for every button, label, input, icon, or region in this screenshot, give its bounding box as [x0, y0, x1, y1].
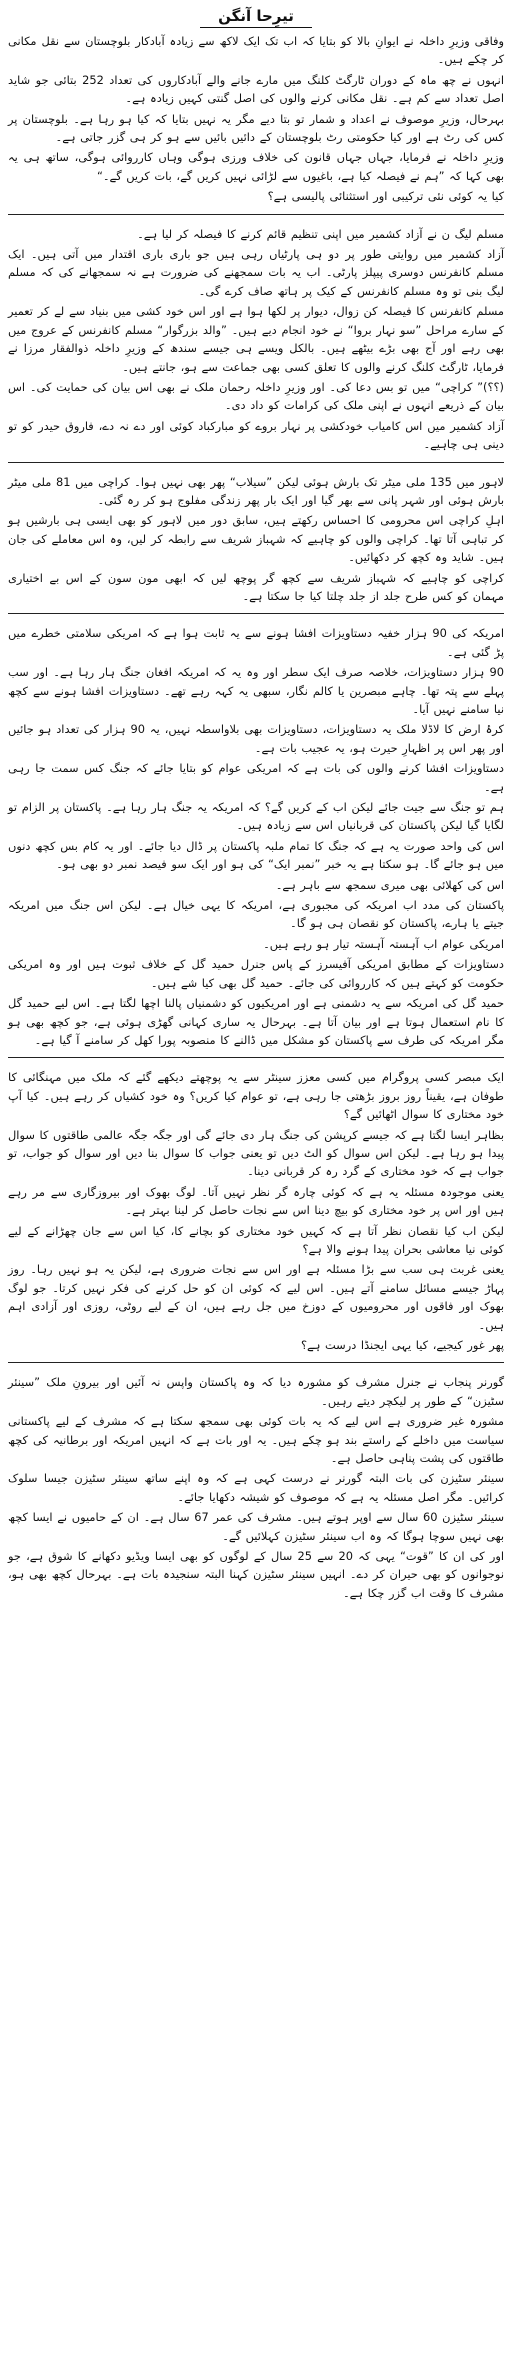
paragraph: اور کی ان کا ”قوت“ یہی کہ 20 سے 25 سال کے لوگوں کو بھی ایسا ویڈیو دکھانے کا شوق ہے، جو نوجوانوں کو بھی حیران کر دے۔ انہیں سینئر سٹیزن کہنا البتہ سنجیدہ بات ہے۔ بہرحال کچھ بھی ہو، مشرف کا وقت اب گزر چکا ہے۔	[8, 1549, 504, 1600]
column-section	[8, 32, 504, 206]
paragraph: اہلِ کراچی اس محرومی کا احساس رکھتے ہیں، سابق دور میں لاہور کو بھی ایسی ہی بارشیں ہو کر تباہی آتا تھا۔ کراچی والوں کو چاہیے کہ شہباز شریف سے رابطہ کر لیں، وہ اس معاملے کی جان ہیں۔ شاید وہ کچھ کر دکھائیں۔	[8, 513, 504, 565]
column-body	[8, 32, 504, 1602]
paragraph: مشورہ غیر ضروری ہے اس لیے کہ یہ بات کوئی بھی سمجھ سکتا ہے کہ مشرف کے لیے پاکستانی سیاست میں داخلے کے راستے بند ہو چکے ہیں۔ یہ اور بات ہے کہ انہیں امریکہ اور برطانیہ کی کچھ طاقتوں کی پشت پناہی حاصل ہے۔	[8, 1414, 504, 1466]
paragraph: 90 ہزار دستاویزات، خلاصہ صرف ایک سطر اور وہ یہ کہ امریکہ افغان جنگ ہار رہا ہے۔ اور سب پہلے سے پتہ تھا۔ چاہے مبصرین یا کالم نگار، سبھی یہ کہہ رہے تھے۔ دستاویزات افشا ہونے سے کچھ نیا سامنے نہیں آیا۔	[8, 665, 504, 716]
paragraph: مسلم لیگ ن نے آزاد کشمیر میں اپنی تنظیم قائم کرنے کا فیصلہ کر لیا ہے۔	[137, 226, 504, 241]
paragraph: پھر غور کیجیے، کیا یہی ایجنڈا درست ہے؟	[300, 1338, 504, 1352]
paragraph: (؟؟)” کراچی“ میں تو بس دعا کی۔ اور وزیرِ داخلہ رحمان ملک نے بھی اس بیان کی حمایت کی۔ اس بیان کے ذریعے انہوں نے اپنی ملک کی کرامات کو داد دی۔	[8, 379, 504, 413]
section-divider	[8, 1362, 504, 1363]
paragraph: انہوں نے چھ ماہ کے دوران ٹارگٹ کلنگ میں مارے جانے والے آبادکاروں کی تعداد 252 بتائی جو شاید اصل تعداد سے کم ہے۔ نقل مکانی کرنے والوں کی اصل گنتی کہیں زیادہ ہے۔	[8, 72, 505, 106]
paragraph: پاکستان کی مدد اب امریکہ کی مجبوری ہے، امریکہ کا یہی خیال ہے۔ لیکن اس جنگ میں امریکہ جیتے یا ہارے، پاکستان کو نقصان ہی ہو گا۔	[8, 898, 504, 931]
section-divider	[8, 462, 504, 463]
column-section	[8, 1068, 504, 1354]
paragraph: سینئر سٹیزن 60 سال سے اوپر ہوتے ہیں۔ مشرف کی عمر 67 سال ہے۔ ان کے حامیوں نے ایسا کچھ بھی نہیں سوچا ہوگا کہ وہ اب سینئر سٹیزن کہلائیں گے۔	[8, 1510, 505, 1543]
column-title: تیرِحا آنگن	[200, 7, 312, 28]
paragraph: یعنی موجودہ مسئلہ یہ ہے کہ کوئی چارہ گر نظر نہیں آتا۔ لوگ بھوک اور بیروزگاری سے مر رہے ہیں اور اس پر خود مختاری کو بیچ دینا اس سے نجات حاصل کر لینا بہتر ہے۔	[8, 1184, 504, 1218]
paragraph: دستاویزات افشا کرنے والوں کی بات ہے کہ امریکی عوام کو بتایا جائے کہ جنگ کس سمت جا رہی ہے۔	[8, 761, 504, 794]
paragraph: امریکہ کی 90 ہزار خفیہ دستاویزات افشا ہونے سے یہ ثابت ہوا ہے کہ امریکی سلامتی خطرے میں پڑ گئی ہے۔	[8, 626, 504, 659]
paragraph: مسلم کانفرنس کا فیصلہ کن زوال، دیوار پر لکھا ہوا ہے اور اس خود کشی میں بنیاد سے لے کر تعمیر کے سارے مراحل ”سو نہار بروا“ نے خود انجام دیے ہیں۔ ”والد بزرگوار“ مسلم کانفرنس کے عروج میں بھی رہے اور آج بھی بڑے بیٹھے ہیں۔ بالکل ویسے ہی جیسے سندھ کے وزیرِ داخلہ ذوالفقار مرزا نے فرمایا، ٹارگٹ کلنگ کرنے والوں کا تعلق کسی بھی جماعت سے ہو، جانتے ہیں۔	[8, 304, 504, 374]
paragraph: ایک مبصر کسی پروگرام میں کسی معزز سینٹر سے یہ پوچھتے دیکھے گئے کہ ملک میں مہنگائی کا طوفان ہے، یقیناً روز بروز بڑھتی جا رہی ہے، تو عوام کیا کریں؟ وہ خود کشیاں کر رہے ہیں۔ کیا آپ خود مختاری کا سوال اٹھائیں گے؟	[8, 1070, 504, 1122]
paragraph: امریکی عوام اب آہستہ آہستہ تیار ہو رہے ہیں۔	[263, 936, 504, 951]
column-masthead	[8, 6, 504, 28]
paragraph: لاہور میں 135 ملی میٹر تک بارش ہوئی لیکن ”سیلاب“ پھر بھی نہیں ہوا۔ کراچی میں 81 ملی میٹر بارش ہوئی اور شہر پانی سے بھر گیا اور ایک بار پھر زندگی مفلوج ہو کر رہ گئی۔	[8, 474, 504, 507]
paragraph: وزیرِ داخلہ نے فرمایا، جہاں جہاں قانون کی خلاف ورزی ہوگی وہاں کارروائی ہوگی، ساتھ ہی یہ بھی کہا کہ ”ہم نے فیصلہ کیا ہے، باغیوں سے لڑائی نہیں کریں گے، بات کریں گے۔“	[8, 150, 504, 183]
column-section	[8, 225, 504, 454]
column-section	[8, 624, 504, 1049]
paragraph: اس کی واحد صورت یہ ہے کہ جنگ کا تمام ملبہ پاکستان پر ڈال دیا جائے۔ اور یہ کام بس کچھ دنوں میں ہو جائے گا۔ ہو سکتا ہے یہ خبر ”نمبر ایک“ کی ہو اور ایک سو فیصد نمبر دو بھی ہو۔	[8, 838, 504, 872]
paragraph: حمید گل کی امریکہ سے یہ دشمنی ہے اور امریکیوں کو دشمنیاں پالنا اچھا لگتا ہے۔ اس لیے حمید گل کا نام استعمال ہوتا ہے اور بیان آتا ہے۔ بہرحال یہ ساری کہانی گھڑی ہوئی ہے، جو کچھ بھی ہو مگر امریکہ کی طرف سے پاکستان کو مشکل میں ڈالنے کا منصوبہ پورا کھل کر سامنے آ گیا ہے۔	[8, 996, 504, 1047]
paragraph: آزاد کشمیر میں اس کامیاب خودکشی پر نہار بروے کو مبارکباد کوئی اور دے نہ دے، فاروق حیدر کو تو دینی ہی چاہیے۔	[8, 418, 504, 452]
section-divider	[8, 613, 504, 614]
section-divider	[8, 1057, 504, 1058]
column-section	[8, 1373, 504, 1602]
paragraph: گورنر پنجاب نے جنرل مشرف کو مشورہ دیا کہ وہ پاکستان واپس نہ آئیں اور بیرونِ ملک ”سینئر سٹیزن“ کے طور پر لیکچر دیتے رہیں۔	[8, 1375, 504, 1408]
column-section	[8, 473, 504, 606]
paragraph: کیا یہ کوئی نئی ترکیبی اور استثنائی پالیسی ہے؟	[267, 189, 504, 204]
paragraph: اس کی کھلائی بھی میری سمجھ سے باہر ہے۔	[275, 877, 504, 892]
paragraph: سینئر سٹیزن کی بات البتہ گورنر نے درست کہی ہے کہ وہ اپنے ساتھ سینئر سٹیزن جیسا سلوک کرائیں۔ مگر اصل مسئلہ یہ ہے کہ موصوف کو شیشہ دکھایا جائے۔	[8, 1471, 504, 1504]
paragraph: وفاقی وزیرِ داخلہ نے ایوانِ بالا کو بتایا کہ اب تک ایک لاکھ سے زیادہ آبادکار بلوچستان سے نقل مکانی کر چکے ہیں۔	[8, 34, 504, 67]
paragraph: کرۂ ارض کا لاڈلا ملک یہ دستاویزات، دستاویزات بھی بلاواسطہ نہیں، یہ 90 ہزار کی تعداد ہو جائیں اور پھر اس پر اظہارِ حیرت ہو، یہ عجیب بات ہے۔	[8, 722, 504, 755]
paragraph: کراچی کو چاہیے کہ شہباز شریف سے کچھ گر پوچھ لیں کہ ابھی مون سون کے اس بے اختیاری مہمان کو کس طرح جلد از جلد چلتا کیا جا سکتا ہے۔	[8, 570, 504, 603]
paragraph: یعنی غربت ہی سب سے بڑا مسئلہ ہے اور اس سے نجات ضروری ہے، لیکن یہ ہو نہیں رہا۔ روز پہاڑ جیسے مسائل سامنے آتے ہیں۔ اس لیے کہ کوئی ان کو حل کرنے کی فکر نہیں کرتا۔ جو لوگ بھوک اور فاقوں اور محرومیوں کے دوزخ میں جل رہے ہیں، ان کے لیے روٹی، روزی اور آزادی اہم ہیں۔	[8, 1262, 504, 1332]
paragraph: بظاہر ایسا لگتا ہے کہ جیسے کرپشن کی جنگ ہار دی جائے گی اور جگہ جگہ عالمی طاقتوں کا سوال پیدا ہو رہا ہے۔ لیکن اس سوال کو الٹ دیں تو یعنی جواب کا سوال بنا دیں اور سوال کو جواب، تو جواب ہے کہ خود مختاری کے گرد رہ کر قربانی دینا۔	[8, 1127, 504, 1179]
paragraph: دستاویزات کے مطابق امریکی آفیسرز کے پاس جنرل حمید گل کے خلاف ثبوت ہیں اور وہ امریکی حکومت کو کہتے ہیں کہ کارروائی کی جائے۔ حمید گل بھی کیا شے ہیں۔	[8, 957, 504, 990]
paragraph: آزاد کشمیر میں روایتی طور پر دو ہی پارٹیاں رہی ہیں جو باری باری اقتدار میں آتی ہیں۔ ایک مسلم کانفرنس دوسری پیپلز پارٹی۔ اب یہ بات سمجھنے کی ضرورت ہے نہ سمجھانے کی کہ مسلم لیگ بنی تو وہ مسلم کانفرنس کے کیک پر ہاتھ صاف کرے گی۔	[8, 247, 504, 298]
paragraph: ہم تو جنگ سے جیت جائے لیکن اب کے کریں گے؟ کہ امریکہ یہ جنگ ہار رہا ہے۔ پاکستان پر الزام تو لگایا گیا لیکن پاکستان کی قربانیاں اس سے زیادہ ہیں۔	[8, 800, 504, 833]
paragraph: لیکن اب کیا نقصان نظر آتا ہے کہ کہیں خود مختاری کو بچانے کا، کیا اس سے جان چھڑانے کے لیے کوئی نیا معاشی بحران پیدا ہونے والا ہے؟	[8, 1223, 504, 1256]
paragraph: بہرحال، وزیرِ موصوف نے اعداد و شمار تو بتا دیے مگر یہ نہیں بتایا کہ کیا ہو رہا ہے۔ بلوچستان پر کس کی رٹ ہے اور کیا حکومتی رٹ بلوچستان کے دائیں بائیں سے ہو کر ہی گزر جاتی ہے۔	[8, 111, 504, 145]
section-divider	[8, 214, 504, 215]
